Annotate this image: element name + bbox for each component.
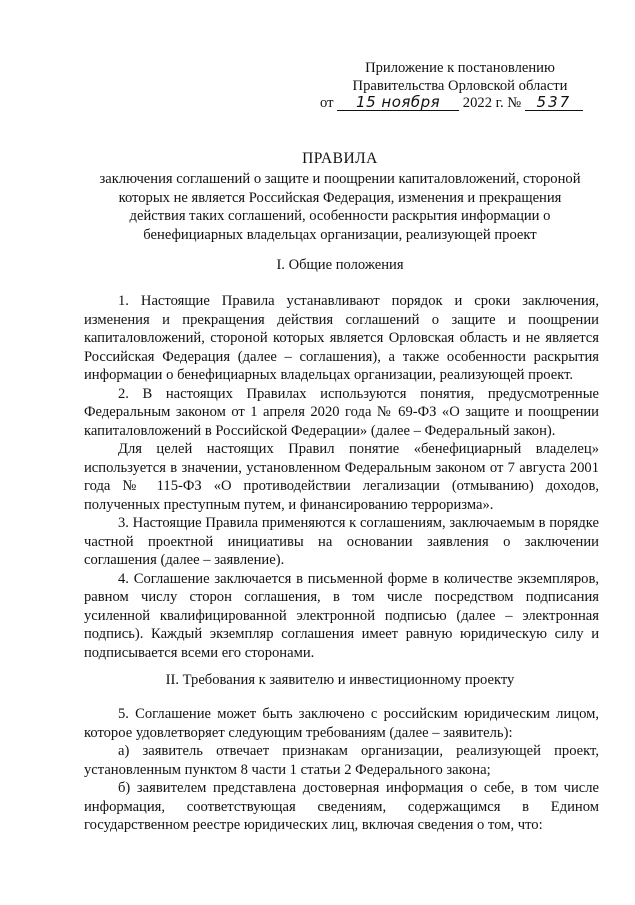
appendix-date-line [310,95,610,113]
paragraph-2: 2. В настоящих Правилах используются понятия, предусмотренные Федеральным законом от 1 апреля 2020 года № 69-ФЗ «О защите и поощрении капиталовложений в Российской Федерации» (далее – Федеральный закон). [84,385,599,439]
paragraph-1: 1. Настоящие Правила устанавливают порядок и сроки заключения, изменения и прекращения действия соглашений о защите и поощрении капиталовложений, стороной которых является Орловская область и не является Российская Федерация (далее – соглашения), а также особенности раскрытия информации о бенефициарных владельцах организации, реализующей проект. [84,293,599,383]
paragraph-2-definition: Для целей настоящих Правил понятие «бенефициарный владелец» используется в значении, установленном Федеральным законом от 7 августа 2001 года № 115-ФЗ «О противодействии легализации (отмыванию) доходов, полученных преступным путем, и финансированию терроризма». [84,441,599,513]
appendix-line-1: Приложение к постановлению [365,60,555,76]
year-and-number-label: 2022 г. № [462,95,522,111]
section-2-body [84,705,599,835]
subtitle-line: действия таких соглашений, особенности раскрытия информации о [129,208,551,224]
paragraph-4: 4. Соглашение заключается в письменной форме в количестве экземпляров, равном числу сторон соглашения, в том числе посредством подписания усиленной квалифицированной электронной подписью (далее – электронная подпись). Каждый экземпляр соглашения имеет равную юридическую силу и подписывается всеми его сторонами. [84,570,599,661]
handwritten-number: 537 [525,95,583,111]
section-1-body [84,292,599,662]
subtitle-line: бенефициарных владельцах организации, реализующей проект [143,226,537,243]
document-title: ПРАВИЛА [302,150,378,167]
handwritten-date: 15 ноября [337,95,459,111]
section-2-heading: II. Требования к заявителю и инвестиционному проекту [165,672,515,688]
paragraph-5: 5. Соглашение может быть заключено с российским юридическим лицом, которое удовлетворяет следующим требованиям (далее – заявитель): [84,706,599,741]
paragraph-3: 3. Настоящие Правила применяются к соглашениям, заключаемым в порядке частной проектной инициативы на основании заявления о заключении соглашения (далее – заявление). [84,515,599,568]
date-prefix: от [320,95,334,111]
document-subtitle [50,170,630,244]
appendix-line-2: Правительства Орловской области [352,77,568,94]
subtitle-line: которых не является Российская Федерация, изменения и прекращения [118,189,562,206]
section-1-heading: I. Общие положения [276,257,404,273]
paragraph-5a: а) заявитель отвечает признакам организации, реализующей проект, установленным пунктом 8 части 1 статьи 2 Федерального закона; [84,743,599,778]
appendix-header [310,60,610,113]
subtitle-line: заключения соглашений о защите и поощрении капиталовложений, стороной [99,171,581,187]
paragraph-5b: б) заявителем представлена достоверная информация о себе, в том числе информация, соответствующая сведениям, содержащимся в Едином государственном реестре юридических лиц, включая сведения о том, что: [84,780,599,833]
